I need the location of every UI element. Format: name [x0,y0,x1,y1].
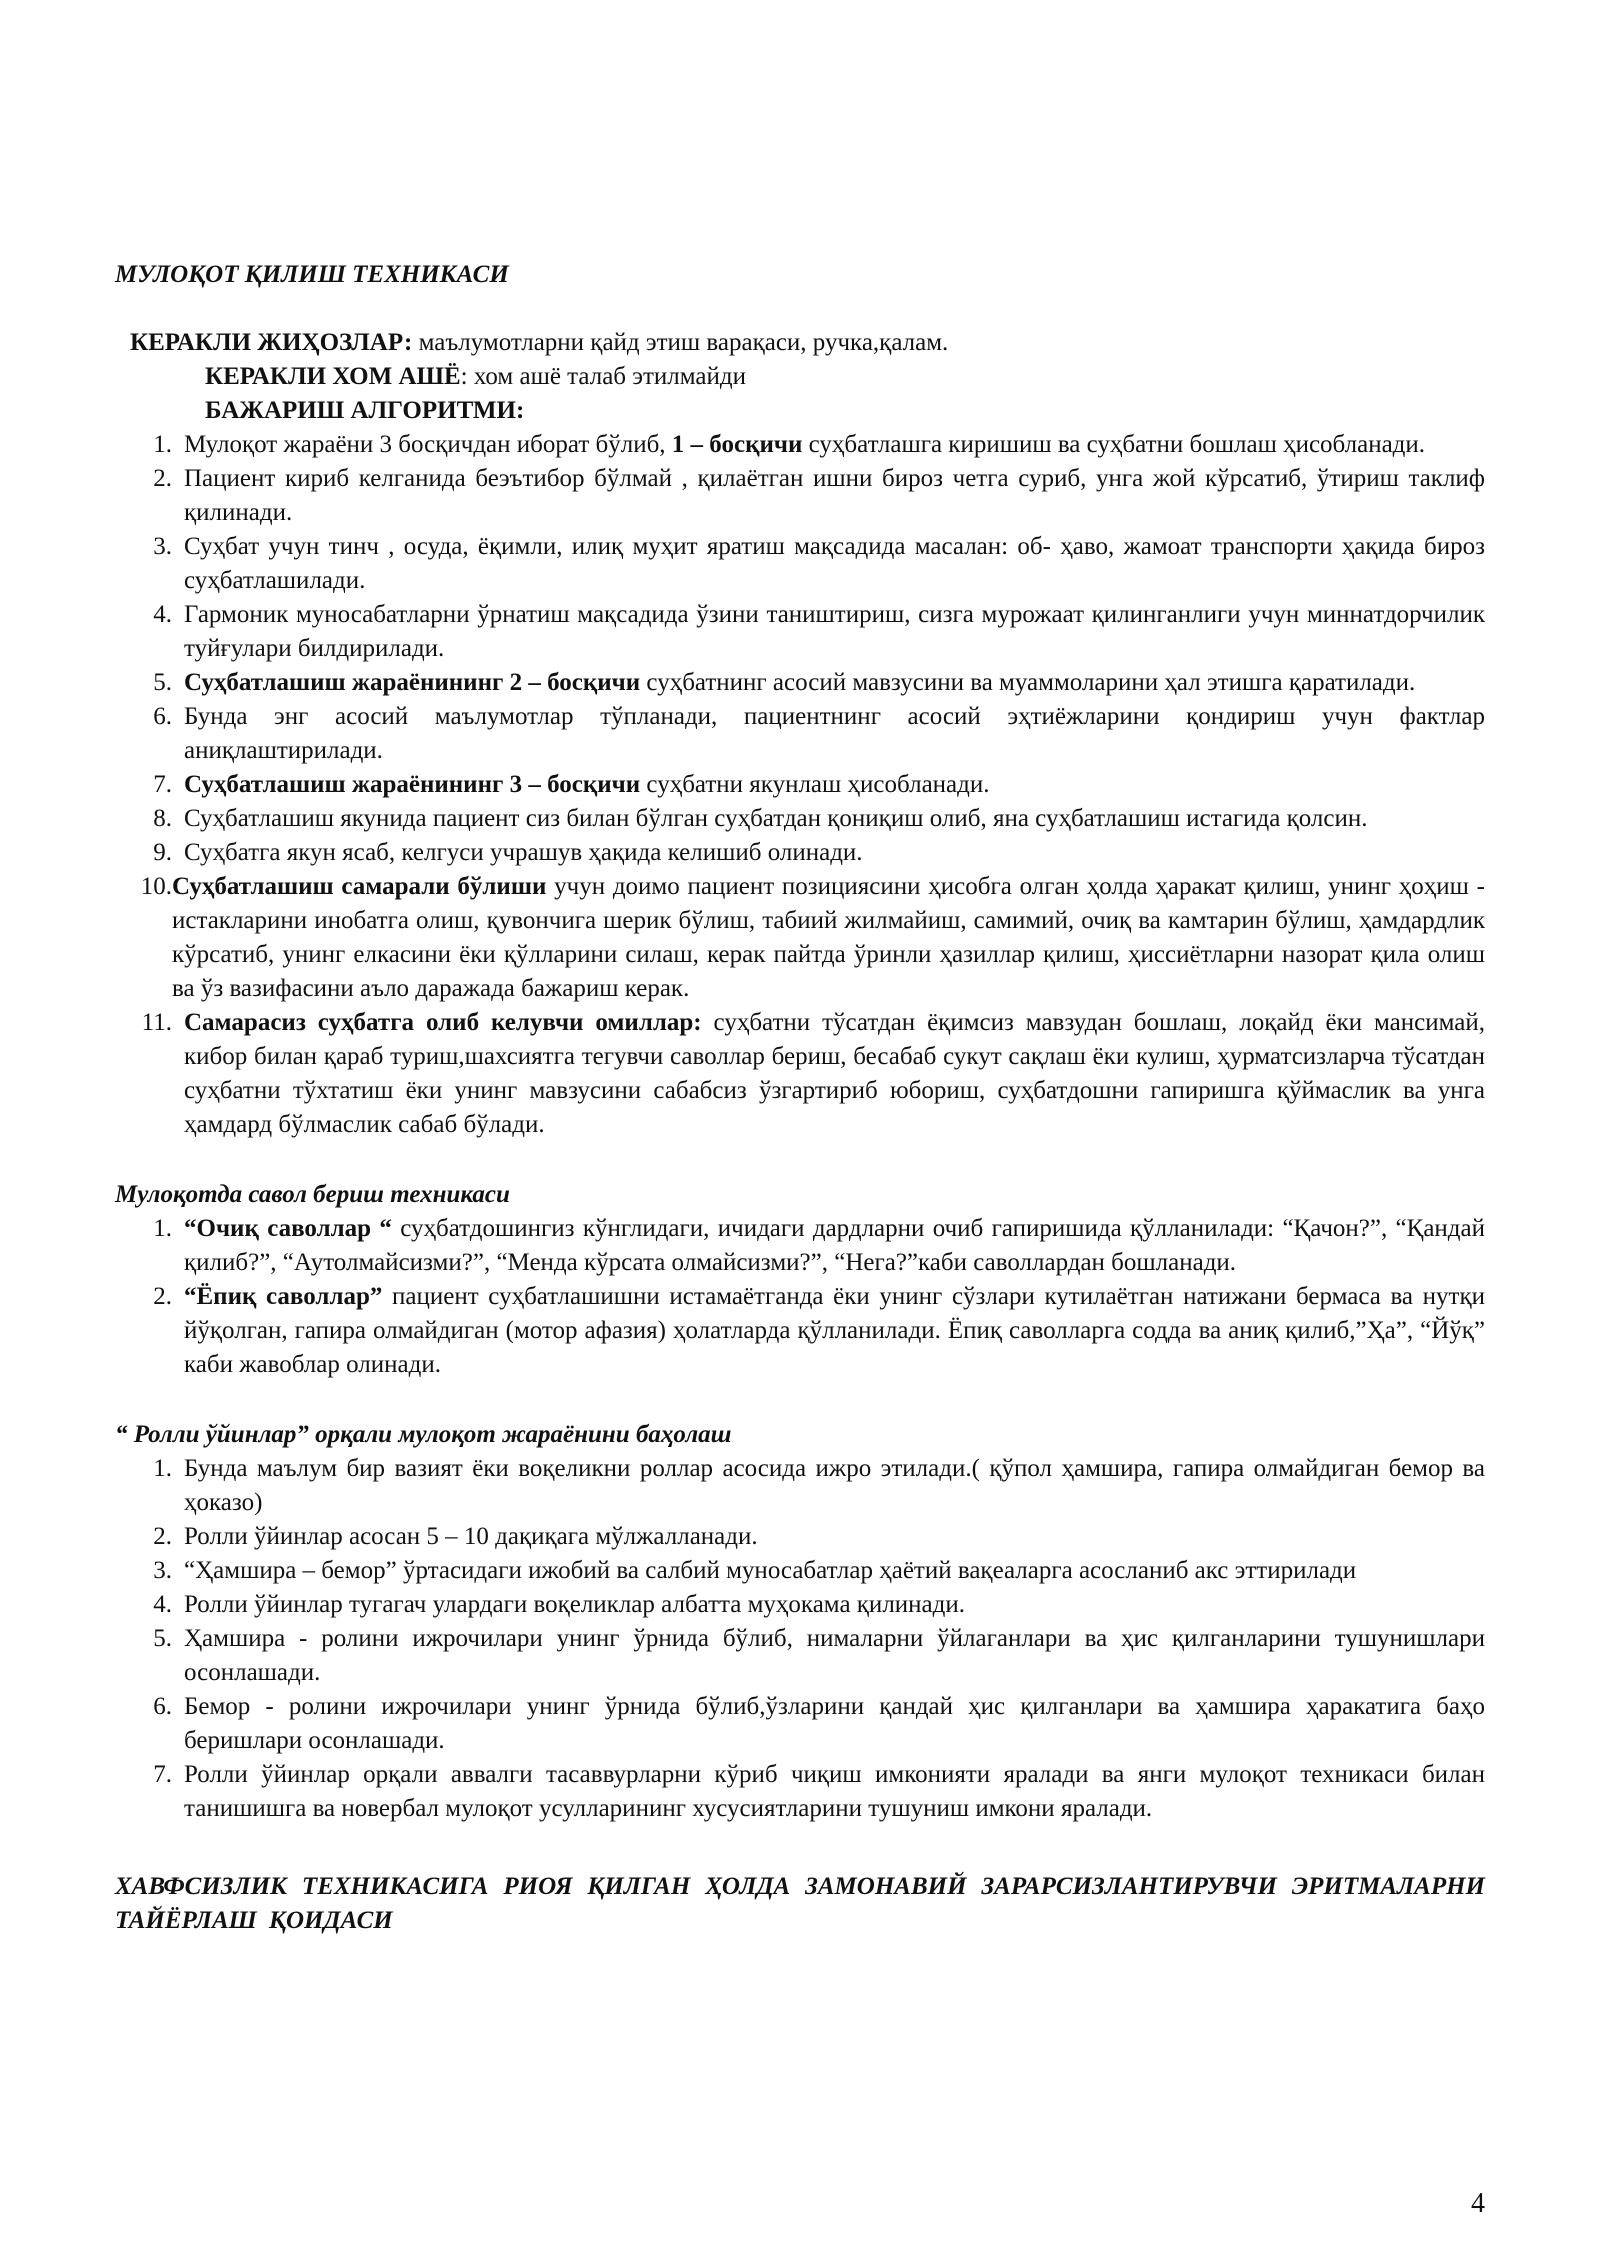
list-item: 2. “Ёпиқ саволлар” пациент суҳбатлашишни истамаётганда ёки унинг сўзлари кутилаётган натижани бермаса ва нутқи йўқолган, гапира олмайдиган (мотор афазия) ҳолатларда қўлланилади. Ёпиқ саволларга содда ва аниқ қилиб,”Ҳа”, “Йўқ” каби жавоблар олинади. [153,1283,1485,1378]
questions-list [115,1212,1485,1382]
equipment-value: маълумотларни қайд этиш варақаси, ручка,қалам. [412,329,949,356]
list-item: 11. Самарасиз суҳбатга олиб келувчи омиллар: суҳбатни тўсатдан ёқимсиз мавзудан бошлаш, лоқайд ёки мансимай, кибор билан қараб туриш,шахсиятга тегувчи саволлар бериш, бесабаб сукут сақлаш ёки кулиш, ҳурматсизларча тўсатдан суҳбатни тўхтатиш ёки унинг мавзусини сабабсиз ўзгартириб юбориш, суҳбатдошни гапиришга қўймаслик ва унга ҳамдард бўлмаслик сабаб бўлади. [141,1009,1485,1138]
list-item: 7. Суҳбатлашиш жараёнининг 3 – босқичи суҳбатни якунлаш ҳисобланади. [153,771,990,798]
list-item: 8. Суҳбатлашиш якунида пациент сиз билан бўлган суҳбатдан қониқиш олиб, яна суҳбатлашиш истагида қолсин. [153,805,1368,832]
list-item: 5. Ҳамшира - ролини ижрочилари унинг ўрнида бўлиб, нималарни ўйлаганлари ва ҳис қилганларини тушунишлари осонлашади. [153,1625,1485,1686]
equipment-line [130,326,1485,360]
list-item: 2. Пациент кириб келганида беэътибор бўлмай , қилаётган ишни бироз четга суриб, унга жой кўрсатиб, ўтириш таклиф қилинади. [153,465,1485,526]
material-line [205,360,1485,394]
questions-section-title: Мулоқотда савол бериш техникаси [115,1181,510,1208]
list-item: 3. “Ҳамшира – бемор” ўртасидаги ижобий ва салбий муносабатлар ҳаётий вақеаларга асосланиб акс эттирилади [153,1557,1357,1584]
roles-section-title: “ Ролли ўйинлар” орқали мулоқот жараёнини баҳолаш [115,1421,732,1448]
list-item: 6. Бемор - ролини ижрочилари унинг ўрнида бўлиб,ўзларини қандай ҳис қилганлари ва ҳамшира ҳаракатига баҳо беришлари осонлашади. [153,1693,1485,1754]
list-item: 7. Ролли ўйинлар орқали аввалги тасаввурларни кўриб чиқиш имконияти яралади ва янги мулоқот техникаси билан танишишга ва новербал мулоқот усулларининг хусусиятларини тушуниш имкони яралади. [153,1761,1485,1822]
roles-list [115,1452,1485,1826]
material-value: : хом ашё талаб этилмайди [460,363,746,390]
list-item: 10. Суҳбатлашиш самарали бўлиши учун доимо пациент позициясини ҳисобга олган ҳолда ҳаракат қилиш, унинг ҳоҳиш - истакларини инобатга олиш, қувончига шерик бўлиш, табиий жилмайиш, самимий, очиқ ва камтарин бўлиш, ҳамдардлик кўрсатиб, унинг елкасини ёки қўлларини силаш, керак пайтда ўринли ҳазиллар қилиш, ҳиссиётларни назорат қила олиш ва ўз вазифасини аъло даражада бажариш керак. [140,873,1485,1002]
material-label: КЕРАКЛИ ХОМ АШЁ [205,363,461,390]
section-heading: ХАВФСИЗЛИК ТЕХНИКАСИГА РИОЯ ҚИЛГАН ҲОЛДА ЗАМОНАВИЙ ЗАРАРСИЗЛАНТИРУВЧИ ЭРИТМАЛАРНИ ТАЙЁРЛАШ ҚОИДАСИ [115,1873,1485,1934]
page-content [115,258,1485,1938]
page-title: МУЛОҚОТ ҚИЛИШ ТЕХНИКАСИ [115,261,509,288]
list-item: 2. Ролли ўйинлар асосан 5 – 10 дақиқага мўлжалланади. [153,1523,758,1550]
list-item: 1. Мулоқот жараёни 3 босқичдан иборат бўлиб, 1 – босқичи суҳбатлашга киришиш ва суҳбатни бошлаш ҳисобланади. [153,431,1426,458]
list-item: 9. Суҳбатга якун ясаб, келгуси учрашув ҳақида келишиб олинади. [153,839,863,866]
list-item: 4. Ролли ўйинлар тугагач улардаги воқеликлар албатта муҳокама қилинади. [153,1591,965,1618]
list-item: 6. Бунда энг асосий маълумотлар тўпланади, пациентнинг асосий эҳтиёжларини қондириш учун фактлар аниқлаштирилади. [153,703,1485,764]
equipment-label: КЕРАКЛИ ЖИҲОЗЛАР: [130,329,413,356]
list-item: 1. “Очиқ саволлар “ суҳбатдошингиз кўнглидаги, ичидаги дардларни очиб гапиришида қўлланилади: “Қачон?”, “Қандай қилиб?”, “Аутолмайсизми?”, “Менда кўрсата олмайсизми?”, “Нега?”каби саволлардан бошланади. [153,1215,1485,1276]
algorithm-label: БАЖАРИШ АЛГОРИТМИ: [205,397,525,424]
list-item: 5. Суҳбатлашиш жараёнининг 2 – босқичи суҳбатнинг асосий мавзусини ва муаммоларини ҳал этишга қаратилади. [153,669,1416,696]
list-item: 3. Суҳбат учун тинч , осуда, ёқимли, илиқ муҳит яратиш мақсадида масалан: об- ҳаво, жамоат транспорти ҳақида бироз суҳбатлашилади. [153,533,1485,594]
page-number: 4 [1471,2188,1485,2219]
list-item: 1. Бунда маълум бир вазият ёки воқеликни роллар асосида ижро этилади.( қўпол ҳамшира, гапира олмайдиган бемор ва ҳоказо) [153,1455,1485,1516]
algorithm-list [115,428,1485,1142]
list-item: 4. Гармоник муносабатларни ўрнатиш мақсадида ўзини таништириш, сизга мурожаат қилинганлиги учун миннатдорчилик туйғулари билдирилади. [153,601,1485,662]
